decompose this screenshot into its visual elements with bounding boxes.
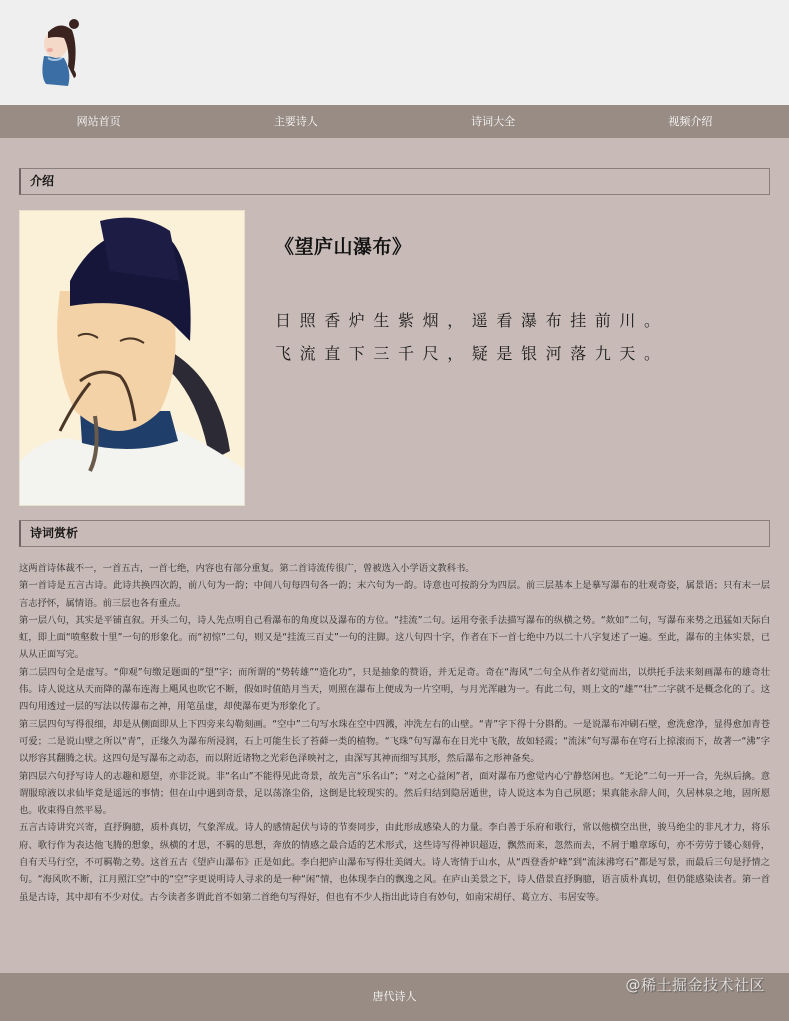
analysis-paragraph: 第四层六句抒写诗人的志趣和愿望，亦非泛说。非“名山”不能得见此奇景，故先言“乐名山”；“对之心益闲”者，面对瀑布乃愈觉内心宁静悠闲也。“无论”二句一开一合，先纵后擒。意谓服琼液以求仙毕竟是遥远的事情；但在山中遇到奇景，足以荡涤尘俗，这倒是比较现实的。然后归结到隐居遁世，诗人说这本为自己夙愿；果真能永辞人间，久居林泉之地，固所愿也。收束得自然平易。 bbox=[19, 770, 770, 817]
poem-title: 《望庐山瀑布》 bbox=[275, 236, 412, 258]
header bbox=[0, 0, 789, 105]
main-nav bbox=[0, 105, 789, 138]
poem-lines bbox=[275, 304, 669, 370]
footer-label: 唐代诗人 bbox=[372, 990, 417, 1003]
intro-section bbox=[19, 210, 770, 506]
poem-line: 日照香炉生紫烟，遥看瀑布挂前川。 bbox=[275, 311, 669, 330]
analysis-paragraph: 这两首诗体裁不一，一首五古，一首七绝，内容也有部分重复。第二首诗流传很广，曾被选入小学语文教科书。 bbox=[19, 563, 475, 574]
poet-portrait-image bbox=[19, 210, 245, 506]
analysis-paragraph: 第一首诗是五言古诗。此诗共换四次韵，前八句为一韵；中间八句每四句各一韵；末六句为一韵。诗意也可按韵分为四层。前三层基本上是摹写瀑布的壮观奇姿，属景语；只有末一层言志抒怀，属情语。前三层也各有重点。 bbox=[19, 580, 770, 609]
nav-item-videos[interactable]: 视频介绍 bbox=[668, 115, 713, 128]
cartoon-girl-logo-icon[interactable] bbox=[34, 16, 86, 88]
poem-line: 飞流直下三千尺，疑是银河落九天。 bbox=[275, 344, 669, 363]
analysis-paragraph: 第二层四句全是虚写。“仰观”句缴足题面的“望”字；而所谓的“势转雄”“造化功”，只是抽象的赞语，并无足奇。奇在“海风”二句全从作者幻觉而出，以烘托手法来刻画瀑布的雄奇壮伟。诗人说这从天而降的瀑布连海上飓风也吹它不断，假如时值皓月当天，则照在瀑布上便成为一片空明，与月光浑融为一。有此二句，则上文的“雄”“壮”二字就不是概念化的了。这四句用透过一层的写法以传瀑布之神，用笔虽虚，却使瀑布更为形象化了。 bbox=[19, 666, 770, 713]
analysis-section-title: 诗词赏析 bbox=[19, 520, 770, 547]
main-content bbox=[0, 168, 789, 906]
intro-section-title: 介绍 bbox=[19, 168, 770, 195]
nav-item-poems[interactable]: 诗词大全 bbox=[471, 115, 516, 128]
watermark: @稀土掘金技术社区 bbox=[625, 976, 765, 994]
analysis-text bbox=[19, 560, 770, 906]
poem-block bbox=[245, 210, 669, 506]
nav-item-poets[interactable]: 主要诗人 bbox=[273, 115, 318, 128]
analysis-paragraph: 第一层八句，其实是平铺直叙。开头二句，诗人先点明自己看瀑布的角度以及瀑布的方位。“挂流”二句。运用夸张手法描写瀑布的纵横之势。“欻如”二句，写瀑布来势之迅猛如天际白虹，即上面“喷壑数十里”一句的形象化。而“初惊”二句，则又是“挂流三百丈”一句的注脚。这八句四十字，作者在下一首七绝中乃以二十八字复述了一遍。至此，瀑布的主体实景，已从从正面写完。 bbox=[19, 614, 770, 661]
analysis-paragraph: 第三层四句写得很细，却是从侧面即从上下四旁来勾勒刻画。“空中”二句写水珠在空中四溅，冲洗左右的山壁。“青”字下得十分斟酌。一是说瀑布冲刷石壁，愈洗愈净，显得愈加青苍可爱；二是说山壁之所以“青”，正缘久为瀑布所浸润，石上可能生长了苔藓一类的植物。“飞珠”句写瀑布在日光中飞散，故如轻霞；“流沫”句写瀑布在穹石上掠滚而下，故著一“沸”字以形容其翻腾之状。这四句是写瀑布之动态，而以附近诸物之光彩色泽映衬之，由深写其神而细写其形，然后瀑布之形神备矣。 bbox=[19, 718, 770, 765]
analysis-paragraph: 五言古诗讲究兴寄，直抒胸臆，质朴真切，气象浑成。诗人的感情起伏与诗的节奏同步，由此形成感染人的力量。李白善于乐府和歌行，常以他横空出世，骏马绝尘的非凡才力，将乐府、歌行作为表达他飞腾的想象，纵横的才思，不羁的思想，奔放的情感之最合适的艺术形式，这些诗写得神识超迈，飘然而来，忽然而去，不屑于雕章琢句，亦不劳劳于镂心刻骨，自有天马行空，不可羁勒之势。这首五古《望庐山瀑布》正是如此。李白把庐山瀑布写得壮美阔大。诗人寄情于山水，从“西登香炉峰”到“流沫沸穹石”都是写景，而最后三句是抒情之句。“海风吹不断，江月照江空”中的“空”字更说明诗人寻求的是一种“闲”情，也体现李白的飘逸之风。在庐山美景之下，诗人借景直抒胸臆，语言质朴真切，但仍能感染读者。第一首虽是古诗，其中却有不少对仗。古今读者多谓此首不如第二首绝句写得好，但也有不少人指出此诗自有妙句，如南宋胡仔、葛立方、韦居安等。 bbox=[19, 822, 770, 903]
nav-item-home[interactable]: 网站首页 bbox=[76, 115, 121, 128]
